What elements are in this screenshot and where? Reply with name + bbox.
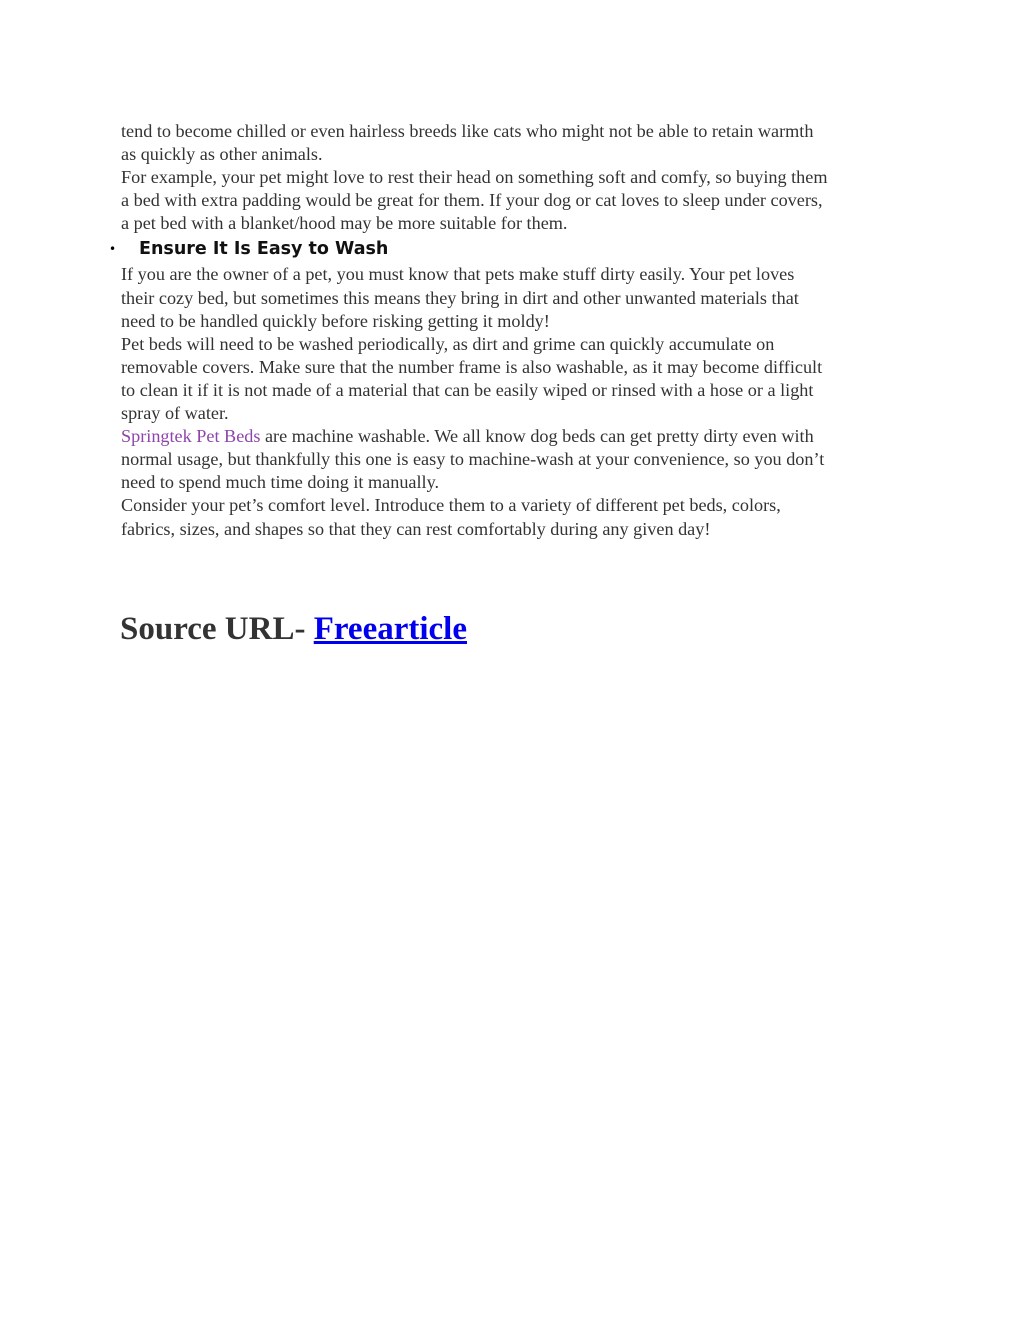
article-body [109, 120, 911, 541]
text-line: For example, your pet might love to rest their head on something soft and comfy, so buying them [121, 167, 828, 188]
text-line: spray of water. [121, 403, 229, 424]
bullet-list-item [109, 235, 911, 263]
owner-paragraph [121, 263, 911, 332]
text-line: If you are the owner of a pet, you must know that pets make stuff dirty easily. Your pet loves [121, 264, 795, 285]
freearticle-link[interactable]: Freearticle [313, 611, 467, 647]
source-label: Source URL- [120, 611, 314, 647]
springtek-pet-beds-link[interactable]: Springtek Pet Beds [121, 426, 261, 447]
source-url-heading [120, 605, 467, 653]
text-line: need to be handled quickly before risking getting it moldy! [121, 310, 550, 331]
example-paragraph [121, 166, 911, 235]
text-line: their cozy bed, but sometimes this means they bring in dirt and other unwanted materials that [121, 287, 799, 308]
text-line: a bed with extra padding would be great for them. If your dog or cat loves to sleep under covers, [121, 190, 823, 211]
text-line: tend to become chilled or even hairless breeds like cats who might not be able to retain warmth [121, 121, 814, 141]
text-line: fabrics, sizes, and shapes so that they can rest comfortably during any given day! [121, 518, 711, 539]
text-line: Consider your pet’s comfort level. Introduce them to a variety of different pet beds, colors, [121, 495, 781, 516]
text-segment: are machine washable. We all know dog beds can get pretty dirty even with [260, 426, 814, 447]
washing-paragraph [121, 333, 911, 425]
text-line [121, 425, 911, 448]
text-line: need to spend much time doing it manually. [121, 472, 440, 493]
intro-paragraph [121, 120, 911, 166]
springtek-paragraph [121, 425, 911, 494]
bullet-dot-icon: • [109, 242, 117, 257]
text-line: as quickly as other animals. [121, 144, 323, 165]
text-line: Pet beds will need to be washed periodically, as dirt and grime can quickly accumulate on [121, 333, 775, 354]
text-line: removable covers. Make sure that the number frame is also washable, as it may become difficult [121, 356, 823, 377]
section-heading: Ensure It Is Easy to Wash [139, 239, 389, 260]
text-line: to clean it if it is not made of a material that can be easily wiped or rinsed with a hose or a light [121, 379, 814, 400]
text-line: normal usage, but thankfully this one is easy to machine-wash at your convenience, so you don’t [121, 449, 825, 470]
comfort-paragraph [121, 494, 911, 540]
text-line: a pet bed with a blanket/hood may be more suitable for them. [121, 213, 568, 234]
